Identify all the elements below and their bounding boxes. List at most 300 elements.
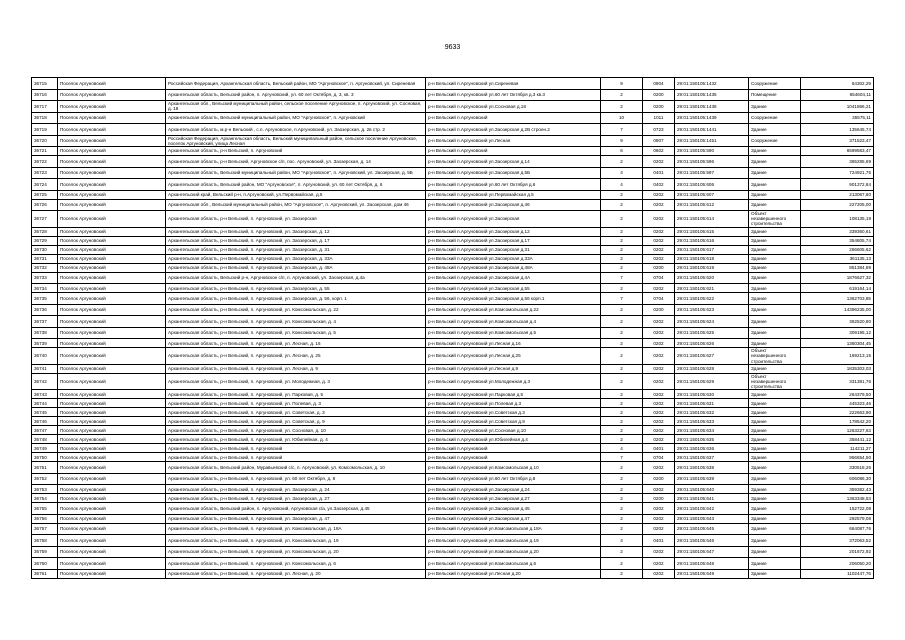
cell-code-b: 0202 <box>643 373 675 390</box>
cell-code-a: 2 <box>601 284 643 293</box>
cell-short-address: р-н Вельский п.Аргуновский ул.Комсомольская д.20 <box>426 546 601 558</box>
cell-settlement: Поселок Аргуновский <box>58 89 166 101</box>
cell-object-type: Здание <box>749 494 801 503</box>
cell-full-address: Архангельская область, р-н Вельский, п. Аргуновский, ул. Заозерская <box>166 211 426 228</box>
cell-object-type: Здание <box>749 327 801 339</box>
cell-cadastral-number: 29:01:150105:597 <box>675 167 749 179</box>
cell-object-type: Здание <box>749 473 801 485</box>
table-row <box>32 435 874 444</box>
cell-code-b: 0202 <box>643 190 675 199</box>
cell-value: 266605,62 <box>801 245 874 254</box>
cell-full-address: Архангельская область, р-н Вельский, п. Аргуновский, ул. Советская, д. 3 <box>166 408 426 417</box>
cell-object-type: Здание <box>749 236 801 245</box>
cell-settlement: Поселок Аргуновский <box>58 167 166 179</box>
cell-short-address: р-н Вельский п.Аргуновский ул.Комсомольская д.6 <box>426 558 601 570</box>
cell-settlement: Поселок Аргуновский <box>58 293 166 305</box>
cell-short-address: р-н Вельский п.Аргуновский ул.Комсомольская д.5 <box>426 327 601 339</box>
cell-settlement: Поселок Аргуновский <box>58 211 166 228</box>
table-row <box>32 348 874 365</box>
cell-full-address: Архангельская область, р-н Вельский, Аргуновское с/п, пос. Аргуновский, ул. Заозерская, д. 14 <box>166 156 426 168</box>
cell-short-address: р-н Вельский п.Аргуновский ул.Заозерская д.55 <box>426 284 601 293</box>
cell-cadastral-number: 29:01:150105:629 <box>675 373 749 390</box>
cell-full-address: Архангельская область, р-н Вельский, п. Аргуновский, ул. Полевая, д. 3 <box>166 399 426 408</box>
cell-object-type: Здание <box>749 453 801 462</box>
cell-settlement: Поселок Аргуновский <box>58 316 166 328</box>
cell-code-b: 0202 <box>643 227 675 236</box>
table-row <box>32 364 874 373</box>
cell-full-address: Архангельская область, р-н Вельский, п. Аргуновский <box>166 453 426 462</box>
cell-full-address: Архангельская область, м.р-н Вельский , с.п. Аргуновское, п.Аргуновский, ул. Заозерская, д. 2в стр. 2 <box>166 124 426 136</box>
cell-code-a: 2 <box>601 199 643 211</box>
table-row <box>32 473 874 485</box>
table-row <box>32 293 874 305</box>
cell-cadastral-number: 29:01:150105:625 <box>675 327 749 339</box>
cell-row-id: 36744 <box>32 399 58 408</box>
cell-code-a: 2 <box>601 503 643 515</box>
table-row <box>32 373 874 390</box>
cell-code-a: 9 <box>601 135 643 147</box>
cell-cadastral-number: 29:01:150105:590 <box>675 147 749 156</box>
cell-row-id: 36750 <box>32 453 58 462</box>
cell-value: 169213,15 <box>801 348 874 365</box>
cell-short-address: р-н Вельский п.Аргуновский ул.Комсомольская д.22 <box>426 304 601 316</box>
cell-short-address: р-н Вельский п.Аргуновский ул.Лесная д.16 <box>426 339 601 348</box>
cell-row-id: 36738 <box>32 327 58 339</box>
cell-code-a: 2 <box>601 327 643 339</box>
cell-full-address: Архангельская обл., Вельский муниципальный район, МО "Аргуновское", п. Аргуновский, ул. Заозерская, дом 46 <box>166 199 426 211</box>
cell-short-address: р-н Вельский п.Аргуновский ул.Заозерская д.14 <box>426 156 601 168</box>
cell-settlement: Поселок Аргуновский <box>58 272 166 284</box>
cell-settlement: Поселок Аргуновский <box>58 147 166 156</box>
cell-code-a: 2 <box>601 435 643 444</box>
table-row <box>32 147 874 156</box>
cell-cadastral-number: 29:01:150105:616 <box>675 236 749 245</box>
cell-code-a: 2 <box>601 316 643 328</box>
cell-value: 359382,43 <box>801 485 874 494</box>
cell-object-type: Здание <box>749 304 801 316</box>
cell-full-address: Архангельская область, р-н Вельский, п. Аргуновский, ул. Заозерская, д. 48А <box>166 263 426 272</box>
cell-code-a: 2 <box>601 426 643 435</box>
cell-code-b: 0200 <box>643 494 675 503</box>
cell-settlement: Поселок Аргуновский <box>58 190 166 199</box>
cell-code-b: 0202 <box>643 523 675 535</box>
cell-row-id: 36729 <box>32 236 58 245</box>
cell-code-a: 7 <box>601 453 643 462</box>
cell-value: 724921,75 <box>801 167 874 179</box>
cell-object-type: Здание <box>749 101 801 113</box>
cell-full-address: Архангельская область, р-н Вельский, п. Аргуновский, ул. Лесная, д. 25 <box>166 348 426 365</box>
cell-value: 264379,50 <box>801 390 874 399</box>
cell-code-a: 2 <box>601 523 643 535</box>
cell-settlement: Поселок Аргуновский <box>58 373 166 390</box>
cell-settlement: Поселок Аргуновский <box>58 435 166 444</box>
cell-object-type: Сооружение <box>749 78 801 90</box>
cell-full-address: Архангельская область, Вельский район, п. Аргуновский, ул. 60 лет Октября, д. 3, кв. 3 <box>166 89 426 101</box>
cell-row-id: 36717 <box>32 101 58 113</box>
cell-row-id: 36719 <box>32 124 58 136</box>
cell-cadastral-number: 29:01:150105:637 <box>675 453 749 462</box>
cell-short-address: р-н Вельский п.Аргуновский ул.Заозерская д.47 <box>426 514 601 523</box>
cell-code-a: 2 <box>601 89 643 101</box>
table-row <box>32 254 874 263</box>
cell-code-a: 2 <box>601 373 643 390</box>
cell-code-a: 2 <box>601 569 643 578</box>
table-row <box>32 485 874 494</box>
cell-object-type: Здание <box>749 179 801 191</box>
cell-code-a: 2 <box>601 190 643 199</box>
cell-value: 35575,11 <box>801 112 874 124</box>
cell-full-address: Архангельская область, р-н Вельский, п. Аргуновский, ул. Лесная, д. 16 <box>166 339 426 348</box>
cell-row-id: 36715 <box>32 78 58 90</box>
cell-code-b: 0202 <box>643 546 675 558</box>
cell-value: 354805,74 <box>801 236 874 245</box>
cell-cadastral-number: 29:01:150105:1441 <box>675 124 749 136</box>
cell-value: 358441,12 <box>801 435 874 444</box>
cell-short-address: р-н Вельский п.Аргуновский ул.Молодежная д.3 <box>426 373 601 390</box>
cell-code-b: 0401 <box>643 167 675 179</box>
cell-row-id: 36718 <box>32 112 58 124</box>
cell-cadastral-number: 29:01:150105:621 <box>675 284 749 293</box>
cell-full-address: Архангельская область, р-н Вельский, п. Аргуновский, ул. Парковая, д. 5 <box>166 390 426 399</box>
cell-cadastral-number: 29:01:150105:596 <box>675 156 749 168</box>
cell-settlement: Поселок Аргуновский <box>58 339 166 348</box>
cell-value: 956654,50 <box>801 453 874 462</box>
cell-row-id: 36761 <box>32 569 58 578</box>
cell-row-id: 36739 <box>32 339 58 348</box>
cell-settlement: Поселок Аргуновский <box>58 156 166 168</box>
cell-row-id: 36755 <box>32 503 58 515</box>
cell-short-address: р-н Вельский п.Аргуновский ул.Заозерская д.48А <box>426 263 601 272</box>
cell-value: 222663,90 <box>801 408 874 417</box>
cell-object-type: Здание <box>749 514 801 523</box>
cell-row-id: 36743 <box>32 390 58 399</box>
cell-full-address: Архангельская область, р-н Вельский, п. Аргуновский <box>166 147 426 156</box>
cell-object-type: Здание <box>749 523 801 535</box>
cell-row-id: 36734 <box>32 284 58 293</box>
cell-code-b: 0202 <box>643 435 675 444</box>
cell-code-b: 0904 <box>643 78 675 90</box>
cell-code-a: 2 <box>601 399 643 408</box>
table-row <box>32 245 874 254</box>
table-row <box>32 124 874 136</box>
cell-value: 227205,00 <box>801 199 874 211</box>
cell-row-id: 36752 <box>32 473 58 485</box>
cell-short-address: р-н Вельский п.Аргуновский ул.Заозерская д.12 <box>426 227 601 236</box>
cell-settlement: Поселок Аргуновский <box>58 473 166 485</box>
cell-short-address: р-н Вельский п.Аргуновский ул.Лесная <box>426 135 601 147</box>
cell-value: 6599583,47 <box>801 147 874 156</box>
cell-row-id: 36742 <box>32 373 58 390</box>
cell-full-address: Архангельская область, р-н Вельский, п. Аргуновский, ул. Заозерская, д. 27 <box>166 494 426 503</box>
cell-object-type: Здание <box>749 435 801 444</box>
page-number: 9633 <box>444 44 461 51</box>
cell-row-id: 36745 <box>32 408 58 417</box>
cell-value: 372063,52 <box>801 535 874 547</box>
cell-code-b: 0202 <box>643 399 675 408</box>
cell-settlement: Поселок Аргуновский <box>58 135 166 147</box>
cell-short-address: р-н Вельский п.Аргуновский ул.Советская д.3 <box>426 408 601 417</box>
cell-value: 1876627,32 <box>801 272 874 284</box>
cell-short-address: р-н Вельский п.Аргуновский <box>426 453 601 462</box>
cell-short-address: р-н Вельский п.Аргуновский ул.Заозерская д.45 <box>426 503 601 515</box>
cell-full-address: Архангельская область, р-н Вельский, п. Аргуновский <box>166 444 426 453</box>
cell-settlement: Поселок Аргуновский <box>58 426 166 435</box>
cell-code-a: 7 <box>601 124 643 136</box>
cell-code-b: 0602 <box>643 147 675 156</box>
cell-full-address: Архангельская область, р-н Вельский, п. Аргуновский, ул. Советская, д. 9 <box>166 417 426 426</box>
cell-object-type: Объект незавершенного строительства <box>749 348 801 365</box>
cell-settlement: Поселок Аргуновский <box>58 523 166 535</box>
cell-code-b: 1011 <box>643 112 675 124</box>
cell-code-a: 9 <box>601 78 643 90</box>
cell-row-id: 36735 <box>32 293 58 305</box>
cell-short-address: р-н Вельский п.Аргуновский ул.Заозерская д.17 <box>426 236 601 245</box>
table-row <box>32 135 874 147</box>
cell-value: 201672,92 <box>801 546 874 558</box>
cell-value: 901372,84 <box>801 179 874 191</box>
cell-object-type: Сооружение <box>749 135 801 147</box>
cell-settlement: Поселок Аргуновский <box>58 569 166 578</box>
cell-row-id: 36732 <box>32 263 58 272</box>
cell-settlement: Поселок Аргуновский <box>58 179 166 191</box>
cell-full-address: Архангельская область, Вельский р-н, Аргуновское с/п, п. Аргуновский, ул. Заозерская, д.4а <box>166 272 426 284</box>
cell-value: 851384,89 <box>801 263 874 272</box>
table-row <box>32 284 874 293</box>
cell-short-address: р-н Вельский п.Аргуновский ул.Заозерская <box>426 211 601 228</box>
cell-short-address: р-н Вельский п.Аргуновский ул.Лесная д.25 <box>426 348 601 365</box>
cell-code-a: 4 <box>601 179 643 191</box>
cell-short-address: р-н Вельский п.Аргуновский ул.Заозерская д.27 <box>426 494 601 503</box>
cell-code-a: 2 <box>601 473 643 485</box>
cell-full-address: Архангельская область, Вельский муниципальный район, МО "Аргуновское", п. Аргуновский <box>166 112 426 124</box>
cell-short-address: р-н Вельский п.Аргуновский ул.Первомайская д.5 <box>426 190 601 199</box>
cell-code-a: 2 <box>601 348 643 365</box>
cell-full-address: Архангельская область, Вельский район, МО "Аргуновское", п. Аргуновский, ул. 60 лет Октября, д. 6 <box>166 179 426 191</box>
cell-code-b: 0202 <box>643 348 675 365</box>
cell-object-type: Здание <box>749 426 801 435</box>
cell-code-b: 0200 <box>643 89 675 101</box>
cell-code-b: 0200 <box>643 263 675 272</box>
cell-row-id: 36721 <box>32 147 58 156</box>
cell-cadastral-number: 29:01:150105:648 <box>675 558 749 570</box>
cell-settlement: Поселок Аргуновский <box>58 503 166 515</box>
cell-object-type: Здание <box>749 364 801 373</box>
cell-settlement: Поселок Аргуновский <box>58 263 166 272</box>
cell-object-type: Здание <box>749 569 801 578</box>
cell-code-b: 0202 <box>643 426 675 435</box>
cell-settlement: Поселок Аргуновский <box>58 494 166 503</box>
cell-row-id: 36736 <box>32 304 58 316</box>
table-row <box>32 190 874 199</box>
cell-cadastral-number: 29:01:150105:1451 <box>675 135 749 147</box>
cell-value: 206050,20 <box>801 558 874 570</box>
cell-cadastral-number: 29:01:150105:639 <box>675 473 749 485</box>
cell-cadastral-number: 29:01:150105:1439 <box>675 112 749 124</box>
cell-value: 114211,27 <box>801 444 874 453</box>
cell-code-b: 0202 <box>643 390 675 399</box>
cell-cadastral-number: 29:01:150105:632 <box>675 408 749 417</box>
cell-value: 654604,11 <box>801 89 874 101</box>
cell-code-b: 0200 <box>643 101 675 113</box>
cell-full-address: Архангельская область, р-н Вельский, п. Аргуновский, ул. Комсомольская, д. 5 <box>166 327 426 339</box>
cell-cadastral-number: 29:01:150105:631 <box>675 399 749 408</box>
cell-cadastral-number: 29:01:150105:633 <box>675 417 749 426</box>
cell-object-type: Здание <box>749 147 801 156</box>
cell-code-b: 0200 <box>643 304 675 316</box>
table-row <box>32 535 874 547</box>
cell-code-b: 0907 <box>643 135 675 147</box>
cell-code-a: 2 <box>601 227 643 236</box>
cell-code-b: 0202 <box>643 254 675 263</box>
cell-full-address: Архангельская область, р-н Вельский, п. Аргуновский, ул. Комсомольская, д. 20 <box>166 546 426 558</box>
cell-full-address: Архангельская область, р-н Вельский, п. Аргуновский, ул. Лесная, д. 20 <box>166 569 426 578</box>
cell-code-a: 4 <box>601 167 643 179</box>
cell-code-a: 2 <box>601 304 643 316</box>
table-row <box>32 546 874 558</box>
cell-full-address: Архангельская область, р-н Вельский, п. Аргуновский, ул. Заозерская, д. 56, корп. 1 <box>166 293 426 305</box>
cell-full-address: Российская Федерация, Архангельская область, Вельский муниципальный район, сельское поселение Аргуновское, поселок Аргуновский, улица Лесная <box>166 135 426 147</box>
cell-value: 330518,26 <box>801 462 874 474</box>
cell-object-type: Здание <box>749 293 801 305</box>
cell-full-address: Архангельская область, р-н Вельский, п. Аргуновский, ул. Сосновая, д. 10 <box>166 426 426 435</box>
cell-object-type: Здание <box>749 485 801 494</box>
cell-code-b: 0202 <box>643 417 675 426</box>
cell-settlement: Поселок Аргуновский <box>58 101 166 113</box>
cell-object-type: Помещение <box>749 89 801 101</box>
cell-cadastral-number: 29:01:150105:641 <box>675 494 749 503</box>
table-row <box>32 514 874 523</box>
cell-cadastral-number: 29:01:150105:642 <box>675 503 749 515</box>
cell-short-address: р-н Вельский п.Аргуновский <box>426 444 601 453</box>
cell-full-address: Архангельская область, р-н Вельский, п. Аргуновский, ул. Комсомольская, д. 19 <box>166 535 426 547</box>
cell-cadastral-number: 29:01:150105:649 <box>675 569 749 578</box>
cell-short-address: р-н Вельский п.Аргуновский ул.60 лет Октября д.6 <box>426 179 601 191</box>
table-row <box>32 503 874 515</box>
table-row <box>32 199 874 211</box>
cell-full-address: Архангельская область, р-н Вельский, п. Аргуновский, ул. Заозерская, д. 55 <box>166 284 426 293</box>
cell-code-b: 0704 <box>643 453 675 462</box>
cell-row-id: 36753 <box>32 485 58 494</box>
cell-cadastral-number: 29:01:150105:643 <box>675 514 749 523</box>
cell-code-b: 0202 <box>643 408 675 417</box>
cell-row-id: 36724 <box>32 179 58 191</box>
cell-full-address: Архангельская область, р-н Вельский, п. Аргуновский, ул. Лесная, д. 9 <box>166 364 426 373</box>
cell-settlement: Поселок Аргуновский <box>58 227 166 236</box>
cell-object-type: Здание <box>749 535 801 547</box>
cell-value: 108135,19 <box>801 211 874 228</box>
cell-value: 331381,76 <box>801 373 874 390</box>
cell-value: 606086,30 <box>801 473 874 485</box>
cell-object-type: Здание <box>749 263 801 272</box>
cell-code-b: 0202 <box>643 236 675 245</box>
table-row <box>32 569 874 578</box>
cell-settlement: Поселок Аргуновский <box>58 236 166 245</box>
cell-value: 365285,69 <box>801 156 874 168</box>
cell-code-b: 0202 <box>643 327 675 339</box>
cell-cadastral-number: 29:01:150105:640 <box>675 485 749 494</box>
cell-settlement: Поселок Аргуновский <box>58 199 166 211</box>
table-row <box>32 558 874 570</box>
cell-code-a: 4 <box>601 444 643 453</box>
table-row <box>32 417 874 426</box>
cell-cadastral-number: 29:01:150105:646 <box>675 535 749 547</box>
cell-object-type: Здание <box>749 227 801 236</box>
table-row <box>32 426 874 435</box>
table-row <box>32 453 874 462</box>
cell-code-a: 2 <box>601 485 643 494</box>
cell-object-type: Здание <box>749 272 801 284</box>
table-row <box>32 211 874 228</box>
cell-row-id: 36728 <box>32 227 58 236</box>
cell-object-type: Здание <box>749 245 801 254</box>
cell-code-a: 2 <box>601 339 643 348</box>
cell-code-a: 10 <box>601 112 643 124</box>
cell-code-b: 0202 <box>643 514 675 523</box>
cell-code-a: 2 <box>601 390 643 399</box>
table-row <box>32 327 874 339</box>
cell-value: 178542,20 <box>801 417 874 426</box>
cell-row-id: 36720 <box>32 135 58 147</box>
cell-short-address: р-н Вельский п.Аргуновский ул.Комсомольская д.10 <box>426 462 601 474</box>
table-row <box>32 462 874 474</box>
cell-settlement: Поселок Аргуновский <box>58 485 166 494</box>
cell-short-address: р-н Вельский п.Аргуновский ул.Заозерская д.5Б <box>426 167 601 179</box>
table-row <box>32 227 874 236</box>
cell-full-address: Архангельская область, р-н Вельский, п. Аргуновский, ул. Заозерская, д. 31 <box>166 245 426 254</box>
cell-cadastral-number: 29:01:150105:622 <box>675 293 749 305</box>
cell-cadastral-number: 29:01:150105:619 <box>675 263 749 272</box>
cell-cadastral-number: 29:01:150105:623 <box>675 304 749 316</box>
table-row <box>32 78 874 90</box>
cell-full-address: Архангельская область, р-н Вельский, п. Аргуновский, ул. Заозерская, д. 47 <box>166 514 426 523</box>
cell-object-type: Здание <box>749 462 801 474</box>
cell-code-a: 2 <box>601 211 643 228</box>
cell-code-a: 2 <box>601 254 643 263</box>
cell-object-type: Здание <box>749 444 801 453</box>
cell-short-address: р-н Вельский п.Аргуновский ул.Сосновая д.18 <box>426 101 601 113</box>
cell-value: 1102447,76 <box>801 569 874 578</box>
cell-row-id: 36716 <box>32 89 58 101</box>
cell-short-address: р-н Вельский п.Аргуновский ул.Заозерская д.46 <box>426 199 601 211</box>
cell-cadastral-number: 29:01:150105:626 <box>675 339 749 348</box>
cell-short-address: р-н Вельский п.Аргуновский ул.Заозерская д.24 <box>426 485 601 494</box>
cell-settlement: Поселок Аргуновский <box>58 514 166 523</box>
cell-full-address: Архангельская область, р-н Вельский, п. Аргуновский, ул. Заозерская, д. 17 <box>166 236 426 245</box>
cell-short-address: р-н Вельский п.Аргуновский ул.Комсомольская д.4 <box>426 316 601 328</box>
table-row <box>32 304 874 316</box>
table-row <box>32 89 874 101</box>
cell-short-address: р-н Вельский п.Аргуновский ул.Лесная д.9 <box>426 364 601 373</box>
cell-cadastral-number: 29:01:150105:607 <box>675 190 749 199</box>
table-row <box>32 399 874 408</box>
cell-value: 152722,08 <box>801 503 874 515</box>
cell-value: 1041866,21 <box>801 101 874 113</box>
cell-settlement: Поселок Аргуновский <box>58 417 166 426</box>
cell-value: 1363348,53 <box>801 494 874 503</box>
cell-full-address: Архангельский край, Вельский р-н, п.Аргуновский, ул.Первомайская, д.5 <box>166 190 426 199</box>
table-row <box>32 167 874 179</box>
cell-short-address: р-н Вельский п.Аргуновский ул.Сосновая д.10 <box>426 426 601 435</box>
cell-full-address: Архангельская область, р-н Вельский, п. Аргуновский, ул. Заозерская, д. 12 <box>166 227 426 236</box>
cell-full-address: Архангельская область, р-н Вельский, п. Аргуновский, ул. Комсомольская, д. 6 <box>166 558 426 570</box>
cell-code-a: 2 <box>601 514 643 523</box>
cell-row-id: 36759 <box>32 546 58 558</box>
cell-settlement: Поселок Аргуновский <box>58 254 166 263</box>
cell-value: 362520,80 <box>801 316 874 328</box>
cell-value: 619164,14 <box>801 284 874 293</box>
cell-settlement: Поселок Аргуновский <box>58 399 166 408</box>
table-row <box>32 390 874 399</box>
